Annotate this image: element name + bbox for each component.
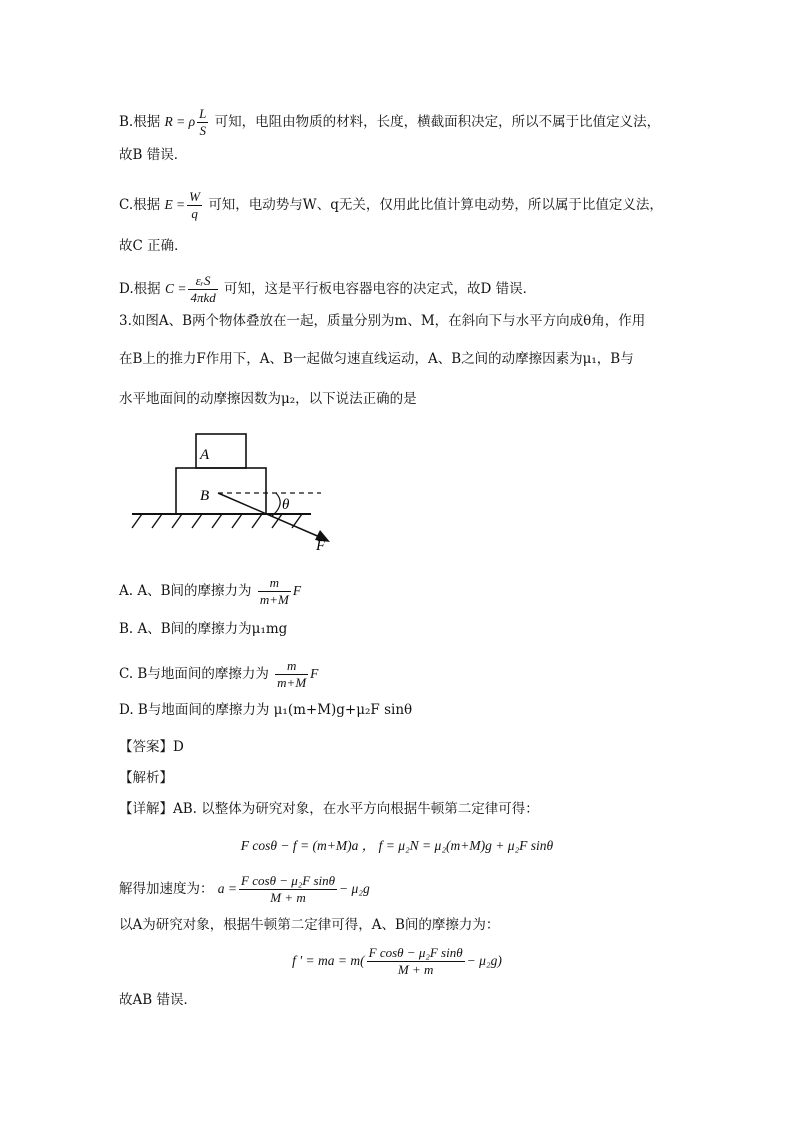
option-d-line (119, 273, 536, 306)
fraction (258, 575, 291, 608)
fraction (239, 873, 337, 906)
text: − μ₂g) (466, 953, 502, 968)
acceleration-line (119, 873, 370, 906)
option-d: D. B与地面间的摩擦力为 μ₁(m+M)g+μ₂F sinθ (119, 702, 413, 718)
equation-1: F cosθ − f = (m+M)a ， f = μ₂N = μ₂(m+M)g + μ₂F sinθ (240, 838, 554, 853)
numerator: εᵣS (188, 273, 217, 290)
blocks-diagram (126, 428, 336, 553)
numerator: m (275, 658, 308, 675)
text: A. A、B间的摩擦力为 (119, 583, 252, 599)
label-theta: θ (282, 497, 290, 513)
text: f ' = ma = m( (292, 953, 365, 968)
numerator: m (258, 575, 291, 592)
denominator: 4πkd (190, 290, 216, 305)
ground-hatching (132, 514, 302, 528)
denominator: M + m (397, 962, 434, 977)
analysis-heading: 【解析】 (119, 770, 173, 786)
text: 可知，电阻由物质的材料，长度，横截面积决定，所以不属于比值定义法， (214, 114, 661, 130)
option-c-line (119, 189, 663, 222)
text: F (292, 583, 302, 598)
denominator: q (191, 206, 198, 221)
numerator: W (189, 189, 201, 204)
text: F (310, 666, 319, 681)
angle-arc (272, 493, 280, 516)
text: − μ₂g (339, 881, 370, 896)
fraction (197, 106, 208, 139)
fraction (188, 273, 217, 306)
denominator: M + m (270, 890, 306, 905)
block-b (176, 468, 266, 514)
fraction (187, 189, 202, 222)
text: B.根据 (119, 114, 161, 130)
text: 解得加速度为： (119, 881, 214, 897)
option-b-conclusion: 故B 错误． (119, 147, 188, 163)
numerator: F cosθ − μ₂F sinθ (241, 873, 336, 888)
text: C. B与地面间的摩擦力为 (119, 666, 269, 682)
denominator: m+M (259, 592, 289, 607)
equation: C = (164, 281, 187, 296)
option-c (119, 658, 318, 691)
option-b: B. A、B间的摩擦力为μ₁mg (119, 621, 288, 637)
numerator: F cosθ − μ₂F sinθ (368, 945, 463, 960)
question-3-line-3: 水平地面间的动摩擦因数为μ₂，以下说法正确的是 (119, 391, 417, 407)
text: C.根据 (119, 197, 161, 213)
option-c-conclusion: 故C 正确． (119, 238, 188, 254)
text: D.根据 (119, 281, 161, 297)
answer-line: 【答案】D (119, 739, 184, 755)
fraction (367, 945, 465, 978)
detail-line: 【详解】AB. 以整体为研究对象，在水平方向根据牛顿第二定律可得： (119, 801, 539, 817)
denominator: m+M (277, 675, 307, 690)
equation: R = ρ (164, 114, 196, 129)
a-analysis-line: 以A为研究对象，根据牛顿第二定律可得，A、B间的摩擦力为： (119, 917, 500, 933)
text: 可知，这是平行板电容器电容的决定式，故D 错误． (224, 281, 537, 297)
denominator: S (199, 123, 206, 138)
numerator: L (199, 106, 207, 121)
text: 可知，电动势与W、q无关，仅用此比值计算电动势，所以属于比值定义法， (208, 197, 663, 213)
equation-2 (0, 945, 794, 978)
label-a: A (200, 447, 210, 463)
conclusion-line: 故AB 错误． (119, 992, 197, 1008)
equation: a = (217, 881, 238, 896)
option-a (119, 575, 301, 608)
fraction (275, 658, 308, 691)
question-3-line-2: 在B上的推力F作用下，A、B一起做匀速直线运动，A、B之间的动摩擦因素为μ₁，B与 (119, 351, 634, 367)
label-f: F (316, 538, 326, 553)
equation: E = (164, 197, 186, 212)
question-3-line-1: 3.如图A、B两个物体叠放在一起，质量分别为m、M，在斜向下与水平方向成θ角，作用 (119, 313, 646, 329)
physics-diagram (126, 428, 336, 557)
label-b: B (200, 488, 210, 504)
option-b-line (119, 106, 660, 139)
force-arrow-line (218, 493, 322, 538)
